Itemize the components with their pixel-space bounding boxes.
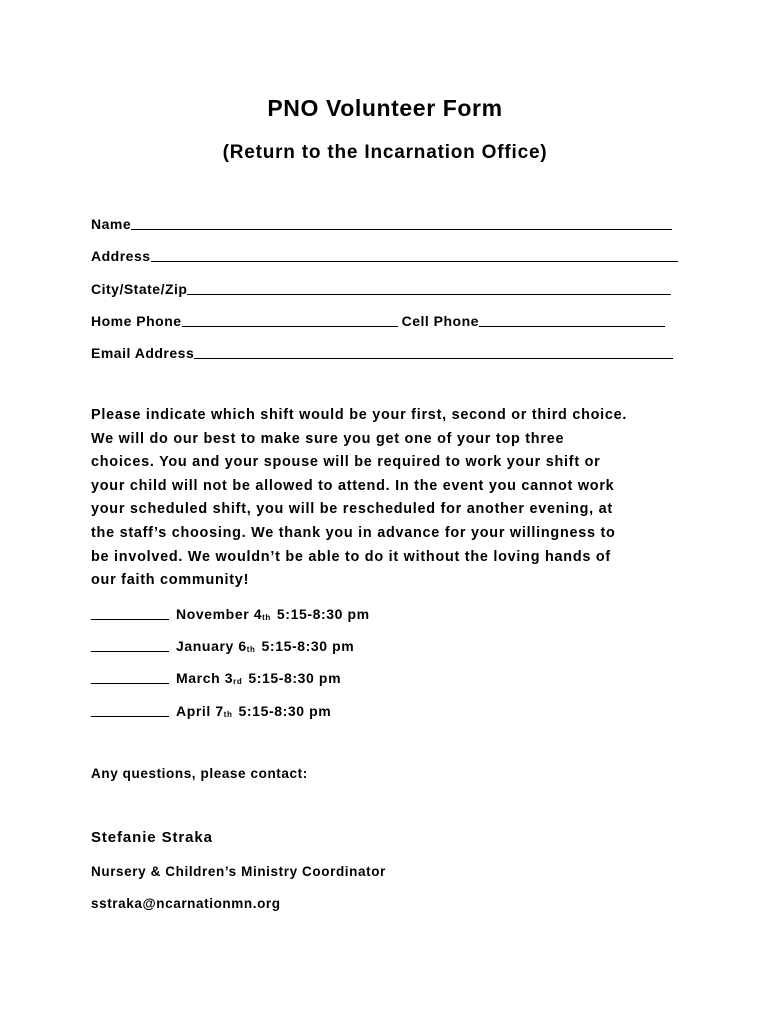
contact-role: Nursery & Children’s Ministry Coordinator [91, 864, 386, 879]
instructions-line: your child will not be allowed to attend. In the event you cannot work [91, 477, 615, 494]
email-field[interactable] [91, 343, 673, 361]
instructions-line: be involved. We wouldn’t be able to do it without the loving hands of [91, 548, 611, 565]
contact-email[interactable]: sstraka@ncarnationmn.org [91, 896, 281, 911]
home-phone-blank-line[interactable] [182, 326, 398, 327]
shift-option-november [91, 604, 370, 622]
shift-date: November 4 [176, 606, 263, 622]
name-blank-line[interactable] [131, 229, 672, 230]
shift-date: March 3 [176, 670, 234, 686]
phone-fields-row [91, 311, 665, 329]
shift-time: 5:15-8:30 pm [238, 703, 332, 719]
address-field[interactable] [91, 246, 678, 264]
shift-option-april [91, 701, 331, 719]
shift-choice-blank[interactable] [91, 651, 169, 652]
city-state-zip-label: City/State/Zip [91, 281, 188, 297]
email-label: Email Address [91, 345, 195, 361]
name-field[interactable] [91, 214, 672, 232]
shift-choice-blank[interactable] [91, 683, 169, 684]
cell-phone-label: Cell Phone [401, 313, 479, 329]
instructions-paragraph [91, 404, 691, 593]
shift-date: January 6 [176, 638, 247, 654]
cell-phone-blank-line[interactable] [479, 326, 665, 327]
shift-time: 5:15-8:30 pm [248, 670, 342, 686]
shift-choice-blank[interactable] [91, 716, 169, 717]
shift-date: April 7 [176, 703, 224, 719]
shift-date-suffix: th [262, 613, 271, 622]
shift-date-suffix: th [246, 645, 256, 654]
form-title: PNO Volunteer Form [267, 95, 503, 121]
shift-choice-blank[interactable] [91, 619, 169, 620]
shift-date-suffix: rd [233, 677, 243, 686]
address-label: Address [91, 248, 151, 264]
email-blank-line[interactable] [194, 358, 673, 359]
instructions-line: our faith community! [91, 572, 250, 589]
contact-name: Stefanie Straka [91, 829, 213, 846]
instructions-line: choices. You and your spouse will be required to work your shift or [91, 454, 601, 471]
city-state-zip-blank-line[interactable] [187, 294, 671, 295]
shift-option-march [91, 668, 341, 686]
home-phone-label: Home Phone [91, 313, 182, 329]
city-state-zip-field[interactable] [91, 279, 671, 297]
name-label: Name [91, 216, 132, 232]
form-subtitle: (Return to the Incarnation Office) [222, 142, 548, 163]
contact-prompt: Any questions, please contact: [91, 766, 308, 781]
shift-date-suffix: th [223, 710, 233, 719]
address-blank-line[interactable] [151, 261, 678, 262]
instructions-line: the staff’s choosing. We thank you in advance for your willingness to [91, 524, 616, 541]
shift-time: 5:15-8:30 pm [261, 638, 355, 654]
instructions-line: your scheduled shift, you will be rescheduled for another evening, at [91, 501, 613, 518]
shift-option-january [91, 636, 354, 654]
shift-time: 5:15-8:30 pm [276, 606, 370, 622]
instructions-line: We will do our best to make sure you get one of your top three [91, 430, 565, 447]
instructions-line: Please indicate which shift would be your first, second or third choice. [91, 407, 628, 423]
